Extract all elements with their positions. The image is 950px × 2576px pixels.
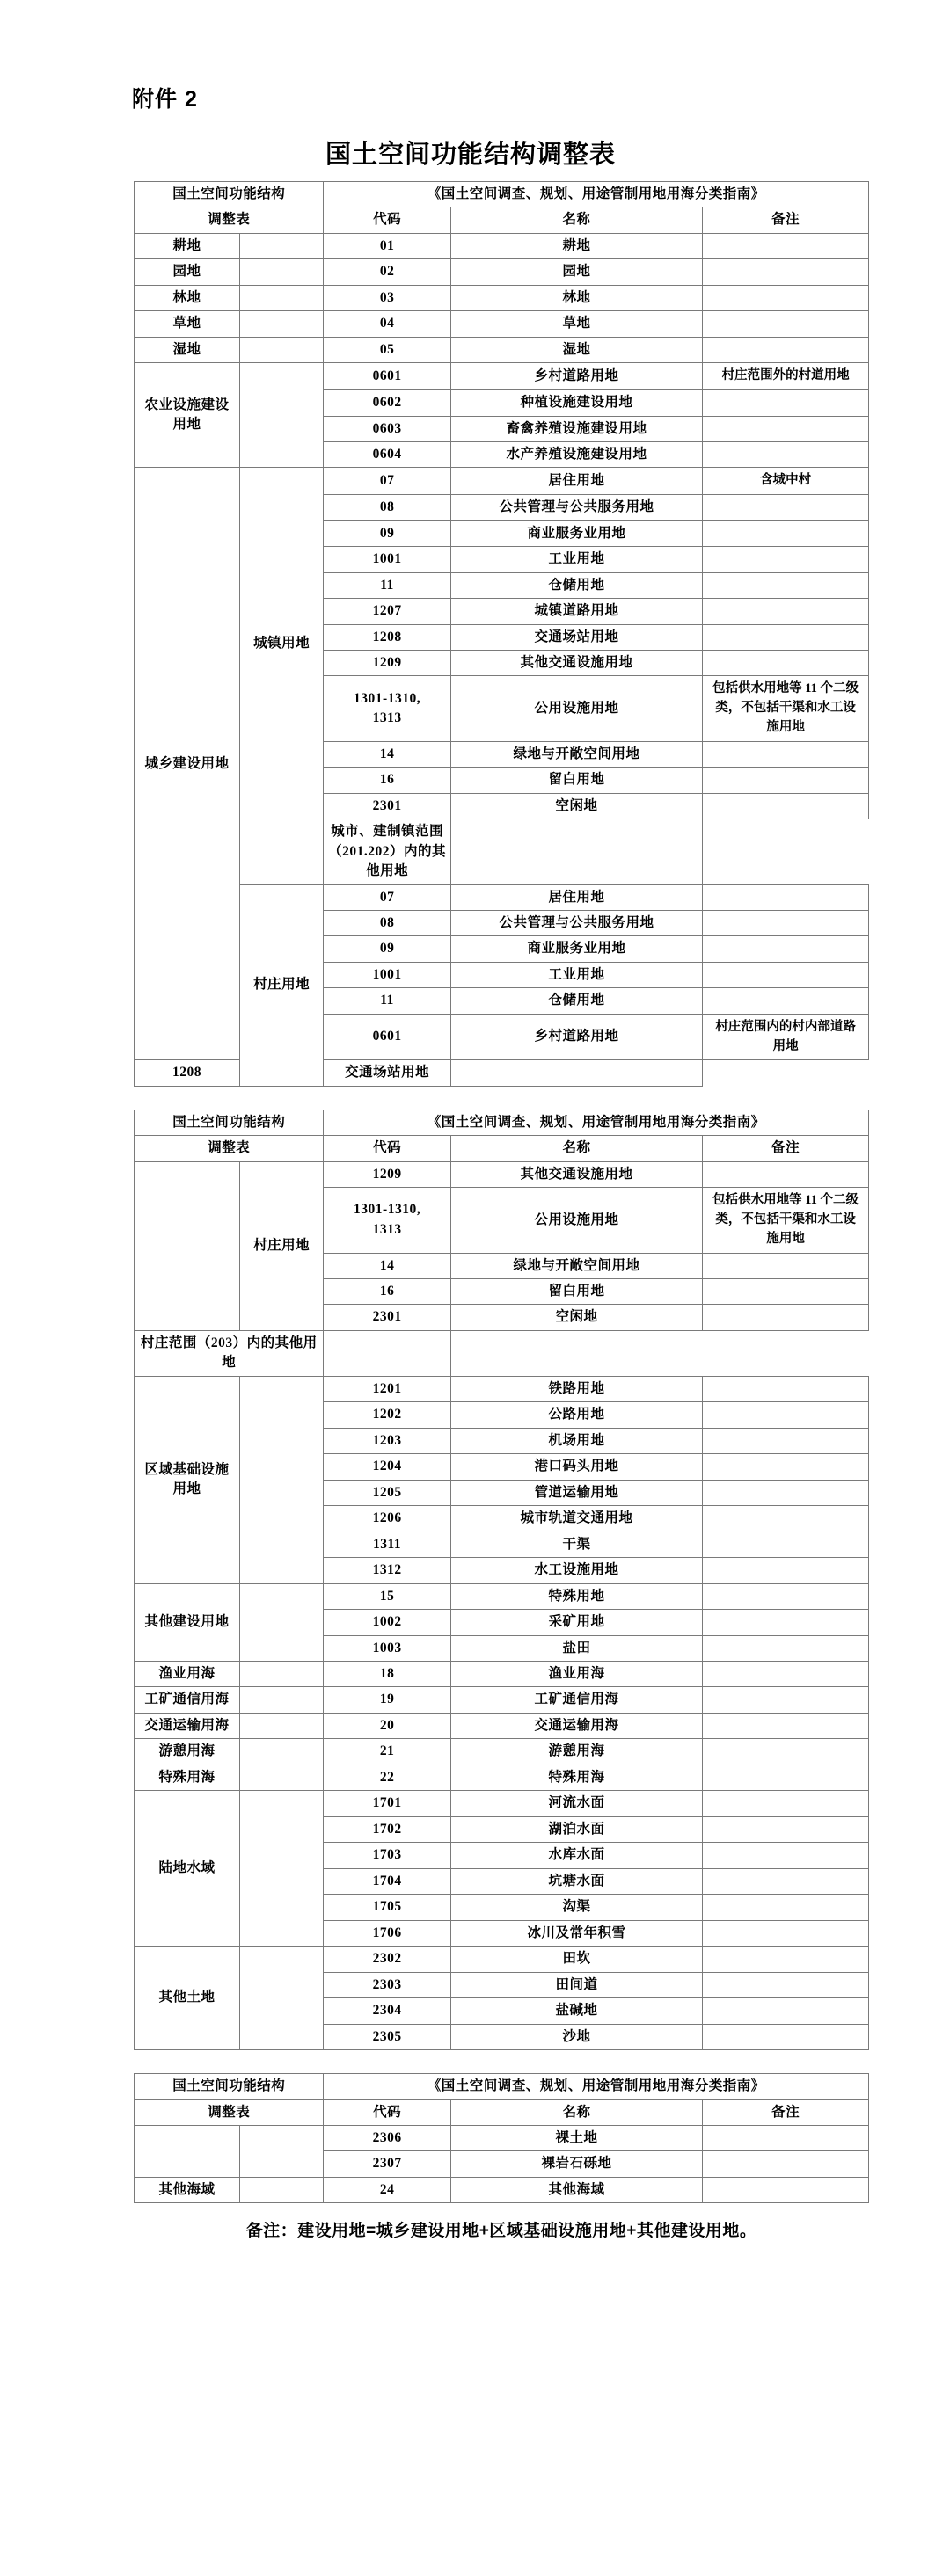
name-cell: 交通场站用地 [450, 624, 702, 650]
name-cell: 耕地 [450, 233, 702, 258]
category-cell: 陆地水域 [135, 1791, 240, 1947]
remark-cell [703, 1662, 869, 1687]
table-body-2 [135, 1110, 869, 2049]
category-cell: 园地 [135, 259, 240, 285]
subcategory-cell [239, 311, 324, 337]
table-row [135, 1947, 869, 1972]
code-cell: 1701 [324, 1791, 450, 1816]
name-cell: 居住用地 [450, 884, 702, 910]
code-cell: 05 [324, 337, 450, 362]
name-cell: 水库水面 [450, 1843, 702, 1868]
name-cell: 城市、建制镇范围（201.202）内的其他用地 [324, 819, 450, 884]
remark-cell [703, 1998, 869, 2024]
code-cell: 04 [324, 311, 450, 337]
name-cell: 盐碱地 [450, 1998, 702, 2024]
remark-cell [703, 2177, 869, 2202]
remark-cell [703, 1610, 869, 1635]
remark-cell [703, 1635, 869, 1661]
name-cell: 冰川及常年积雪 [450, 1920, 702, 1946]
remark-cell [703, 1454, 869, 1480]
code-cell: 1208 [135, 1060, 240, 1086]
header-guideline-title: 《国土空间调查、规划、用途管制用地用海分类指南》 [324, 2074, 869, 2099]
remark-cell [703, 1305, 869, 1330]
subcategory-cell [239, 1739, 324, 1765]
name-cell: 交通场站用地 [324, 1060, 450, 1086]
header-guideline-title: 《国土空间调查、规划、用途管制用地用海分类指南》 [324, 182, 869, 207]
table-row [135, 1376, 869, 1401]
category-cell: 特殊用海 [135, 1765, 240, 1790]
table-row [135, 1161, 869, 1187]
remark-cell [703, 1947, 869, 1972]
subcategory-cell [239, 259, 324, 285]
header-structure-title-line2: 调整表 [135, 1136, 324, 1161]
remark-cell [703, 741, 869, 767]
remark-cell [703, 390, 869, 416]
code-cell: 2307 [324, 2151, 450, 2177]
remark-cell [703, 259, 869, 285]
code-cell: 19 [324, 1687, 450, 1713]
remark-cell [703, 1713, 869, 1738]
category-cell: 其他海域 [135, 2177, 240, 2202]
table-row [135, 233, 869, 258]
table-row [135, 1791, 869, 1816]
remark-cell [703, 495, 869, 520]
remark-cell [703, 1253, 869, 1278]
remark-cell [703, 547, 869, 572]
code-cell: 18 [324, 1662, 450, 1687]
footer-note: 备注：建设用地=城乡建设用地+区域基础设施用地+其他建设用地。 [245, 2222, 757, 2241]
name-cell: 游憩用海 [450, 1739, 702, 1765]
name-cell: 管道运输用地 [450, 1480, 702, 1505]
functional-structure-table-part2 [134, 1110, 869, 2050]
name-cell: 村庄范围（203）内的其他用地 [135, 1330, 324, 1376]
code-cell: 02 [324, 259, 450, 285]
table-row [135, 1765, 869, 1790]
remark-cell: 包括供水用地等 11 个二级类，不包括干渠和水工设施用地 [703, 1188, 869, 1253]
code-cell: 16 [324, 768, 450, 793]
name-cell: 留白用地 [450, 1278, 702, 1304]
name-cell: 公共管理与公共服务用地 [450, 911, 702, 936]
subcategory-cell [239, 2177, 324, 2202]
subcategory-cell: 村庄用地 [239, 884, 324, 1086]
table-row [135, 2177, 869, 2202]
code-cell: 1202 [324, 1402, 450, 1428]
remark-cell [450, 819, 702, 884]
code-cell: 22 [324, 1765, 450, 1790]
subcategory-cell [239, 1687, 324, 1713]
header-col-remark: 备注 [703, 1136, 869, 1161]
code-cell: 01 [324, 233, 450, 258]
code-cell: 16 [324, 1278, 450, 1304]
remark-cell [703, 1402, 869, 1428]
code-cell: 2306 [324, 2125, 450, 2150]
subcategory-cell [239, 1765, 324, 1790]
remark-cell [703, 1920, 869, 1946]
table-block-1-wrap [0, 181, 950, 1087]
code-cell: 2304 [324, 1998, 450, 2024]
header-col-remark: 备注 [703, 2099, 869, 2125]
name-cell: 干渠 [450, 1532, 702, 1557]
table-row [135, 1687, 869, 1713]
table-row [135, 1583, 869, 1609]
subcategory-cell: 村庄用地 [239, 1161, 324, 1330]
name-cell: 商业服务业用地 [450, 520, 702, 546]
name-cell: 空闲地 [450, 793, 702, 819]
remark-cell [703, 988, 869, 1014]
category-cell: 草地 [135, 311, 240, 337]
code-cell: 1208 [324, 624, 450, 650]
code-cell: 1204 [324, 1454, 450, 1480]
code-cell: 1001 [324, 547, 450, 572]
remark-cell [703, 768, 869, 793]
header-structure-title-line1: 国土空间功能结构 [135, 2074, 324, 2099]
subcategory-cell [239, 285, 324, 310]
subcategory-cell [239, 2125, 324, 2177]
remark-cell [703, 962, 869, 987]
table-header-row-bottom [135, 1136, 869, 1161]
name-cell: 公共管理与公共服务用地 [450, 495, 702, 520]
header-structure-title-line1: 国土空间功能结构 [135, 182, 324, 207]
code-cell: 09 [324, 520, 450, 546]
category-cell: 林地 [135, 285, 240, 310]
code-cell: 2305 [324, 2024, 450, 2049]
name-cell: 铁路用地 [450, 1376, 702, 1401]
code-cell: 08 [324, 495, 450, 520]
category-cell [135, 1161, 240, 1330]
name-cell: 田间道 [450, 1972, 702, 1997]
name-cell: 河流水面 [450, 1791, 702, 1816]
name-cell: 园地 [450, 259, 702, 285]
header-structure-title-line1: 国土空间功能结构 [135, 1110, 324, 1135]
category-cell: 工矿通信用海 [135, 1687, 240, 1713]
name-cell: 畜禽养殖设施建设用地 [450, 416, 702, 441]
name-cell: 特殊用海 [450, 1765, 702, 1790]
name-cell: 水工设施用地 [450, 1558, 702, 1583]
name-cell: 留白用地 [450, 768, 702, 793]
header-col-name: 名称 [450, 207, 702, 233]
code-cell: 1209 [324, 1161, 450, 1187]
header-col-name: 名称 [450, 1136, 702, 1161]
header-col-remark: 备注 [703, 207, 869, 233]
subcategory-cell [239, 1376, 324, 1583]
remark-cell [703, 233, 869, 258]
page-title: 国土空间功能结构调整表 [325, 141, 616, 169]
remark-cell [703, 1480, 869, 1505]
table-body-3 [135, 2074, 869, 2203]
remark-cell [703, 572, 869, 598]
remark-cell [703, 1765, 869, 1790]
code-cell: 1002 [324, 1610, 450, 1635]
code-cell: 15 [324, 1583, 450, 1609]
code-cell: 0604 [324, 441, 450, 467]
name-cell: 其他海域 [450, 2177, 702, 2202]
subcategory-cell [239, 1947, 324, 2050]
code-cell: 14 [324, 1253, 450, 1278]
code-cell: 1003 [324, 1635, 450, 1661]
remark-cell [703, 1687, 869, 1713]
table-row [135, 1662, 869, 1687]
code-cell: 1206 [324, 1506, 450, 1532]
subcategory-cell [239, 233, 324, 258]
name-cell: 种植设施建设用地 [450, 390, 702, 416]
table-header-row-bottom [135, 207, 869, 233]
code-cell: 1703 [324, 1843, 450, 1868]
category-cell: 游憩用海 [135, 1739, 240, 1765]
code-cell: 1301-1310, 1313 [324, 676, 450, 741]
code-cell: 1001 [324, 962, 450, 987]
code-cell: 11 [324, 572, 450, 598]
name-cell: 公路用地 [450, 1402, 702, 1428]
remark-cell [703, 2125, 869, 2150]
name-cell: 林地 [450, 285, 702, 310]
category-cell: 渔业用海 [135, 1662, 240, 1687]
remark-cell [703, 1558, 869, 1583]
remark-cell [703, 1376, 869, 1401]
attachment-label: 附件 2 [132, 87, 198, 112]
table-row [135, 285, 869, 310]
name-cell: 城镇道路用地 [450, 599, 702, 624]
remark-cell: 村庄范围内的村内部道路用地 [703, 1014, 869, 1060]
table-row [135, 363, 869, 390]
name-cell: 湖泊水面 [450, 1816, 702, 1842]
table-row [135, 1739, 869, 1765]
remark-cell [703, 441, 869, 467]
table-row [135, 819, 869, 884]
remark-cell [703, 1816, 869, 1842]
remark-cell [703, 1583, 869, 1609]
header-guideline-title: 《国土空间调查、规划、用途管制用地用海分类指南》 [324, 1110, 869, 1135]
table-row [135, 259, 869, 285]
subcategory-cell [239, 1713, 324, 1738]
remark-cell [703, 2151, 869, 2177]
code-cell: 1209 [324, 651, 450, 676]
code-cell: 1702 [324, 1816, 450, 1842]
code-cell: 08 [324, 911, 450, 936]
code-cell: 1312 [324, 1558, 450, 1583]
name-cell: 城市轨道交通用地 [450, 1506, 702, 1532]
code-cell: 14 [324, 741, 450, 767]
remark-cell [703, 1278, 869, 1304]
name-cell: 商业服务业用地 [450, 936, 702, 962]
code-cell: 1201 [324, 1376, 450, 1401]
remark-cell [703, 1895, 869, 1920]
remark-cell [703, 651, 869, 676]
subcategory-cell [239, 337, 324, 362]
category-cell: 农业设施建设用地 [135, 363, 240, 468]
table-row [135, 1713, 869, 1738]
code-cell: 1207 [324, 599, 450, 624]
name-cell: 工业用地 [450, 962, 702, 987]
name-cell: 坑塘水面 [450, 1868, 702, 1894]
remark-cell [703, 285, 869, 310]
table-row [135, 1330, 869, 1376]
functional-structure-table-part1 [134, 181, 869, 1087]
name-cell: 盐田 [450, 1635, 702, 1661]
code-cell: 2301 [324, 1305, 450, 1330]
name-cell: 裸岩石砾地 [450, 2151, 702, 2177]
code-cell: 2301 [324, 793, 450, 819]
subcategory-cell [239, 1583, 324, 1661]
name-cell: 田坎 [450, 1947, 702, 1972]
name-cell: 港口码头用地 [450, 1454, 702, 1480]
code-cell: 1205 [324, 1480, 450, 1505]
remark-cell [450, 1060, 702, 1086]
header-col-name: 名称 [450, 2099, 702, 2125]
category-cell: 区域基础设施用地 [135, 1376, 240, 1583]
subcategory-cell [239, 1791, 324, 1947]
remark-cell [324, 1330, 450, 1376]
remark-cell [703, 1791, 869, 1816]
name-cell: 工业用地 [450, 547, 702, 572]
table-row [135, 468, 869, 495]
remark-cell [703, 520, 869, 546]
code-cell: 1301-1310, 1313 [324, 1188, 450, 1253]
name-cell: 仓储用地 [450, 572, 702, 598]
name-cell: 空闲地 [450, 1305, 702, 1330]
remark-cell [703, 1843, 869, 1868]
code-cell: 1311 [324, 1532, 450, 1557]
functional-structure-table-part3 [134, 2073, 869, 2203]
code-cell: 21 [324, 1739, 450, 1765]
remark-cell [703, 1428, 869, 1453]
code-cell: 0601 [324, 363, 450, 390]
remark-cell [703, 884, 869, 910]
name-cell: 乡村道路用地 [450, 363, 702, 390]
name-cell: 仓储用地 [450, 988, 702, 1014]
remark-cell [703, 311, 869, 337]
name-cell: 湿地 [450, 337, 702, 362]
remark-cell [703, 1161, 869, 1187]
remark-cell [703, 1506, 869, 1532]
remark-cell [703, 1972, 869, 1997]
remark-cell: 含城中村 [703, 468, 869, 495]
code-cell: 1706 [324, 1920, 450, 1946]
table-block-3-wrap [0, 2050, 950, 2203]
code-cell [239, 819, 324, 884]
table-body-1 [135, 182, 869, 1087]
name-cell: 交通运输用海 [450, 1713, 702, 1738]
table-block-2-wrap [0, 1087, 950, 2050]
table-header-row-top [135, 1110, 869, 1135]
code-cell: 24 [324, 2177, 450, 2202]
code-cell: 2302 [324, 1947, 450, 1972]
remark-cell [703, 599, 869, 624]
name-cell: 绿地与开敞空间用地 [450, 1253, 702, 1278]
code-cell: 0602 [324, 390, 450, 416]
name-cell: 特殊用地 [450, 1583, 702, 1609]
table-row [135, 884, 869, 910]
name-cell: 采矿用地 [450, 1610, 702, 1635]
header-col-code: 代码 [324, 2099, 450, 2125]
category-cell: 其他土地 [135, 1947, 240, 2050]
remark-cell [703, 1868, 869, 1894]
name-cell: 裸土地 [450, 2125, 702, 2150]
remark-cell [703, 1739, 869, 1765]
code-cell: 2303 [324, 1972, 450, 1997]
table-row [135, 311, 869, 337]
remark-cell: 包括供水用地等 11 个二级类，不包括干渠和水工设施用地 [703, 676, 869, 741]
name-cell: 公用设施用地 [450, 1188, 702, 1253]
table-row [135, 337, 869, 362]
name-cell: 渔业用海 [450, 1662, 702, 1687]
table-header-row-top [135, 2074, 869, 2099]
name-cell: 沙地 [450, 2024, 702, 2049]
remark-cell [703, 936, 869, 962]
name-cell: 公用设施用地 [450, 676, 702, 741]
name-cell: 乡村道路用地 [450, 1014, 702, 1060]
subcategory-cell: 城镇用地 [239, 468, 324, 819]
category-cell: 城乡建设用地 [135, 468, 240, 1060]
code-cell: 09 [324, 936, 450, 962]
code-cell: 11 [324, 988, 450, 1014]
category-cell: 耕地 [135, 233, 240, 258]
header-col-code: 代码 [324, 207, 450, 233]
header-col-code: 代码 [324, 1136, 450, 1161]
remark-cell [703, 624, 869, 650]
remark-cell: 村庄范围外的村道用地 [703, 363, 869, 390]
remark-cell [703, 911, 869, 936]
name-cell: 其他交通设施用地 [450, 1161, 702, 1187]
name-cell: 沟渠 [450, 1895, 702, 1920]
table-header-row-bottom [135, 2099, 869, 2125]
remark-cell [703, 1532, 869, 1557]
remark-cell [703, 337, 869, 362]
name-cell: 水产养殖设施建设用地 [450, 441, 702, 467]
table-row [135, 2125, 869, 2150]
code-cell: 07 [324, 884, 450, 910]
name-cell: 机场用地 [450, 1428, 702, 1453]
category-cell: 交通运输用海 [135, 1713, 240, 1738]
category-cell: 湿地 [135, 337, 240, 362]
category-cell: 其他建设用地 [135, 1583, 240, 1661]
header-structure-title-line2: 调整表 [135, 207, 324, 233]
remark-cell [703, 793, 869, 819]
name-cell: 居住用地 [450, 468, 702, 495]
code-cell: 20 [324, 1713, 450, 1738]
code-cell: 0603 [324, 416, 450, 441]
category-cell [135, 2125, 240, 2177]
code-cell: 0601 [324, 1014, 450, 1060]
remark-cell [703, 416, 869, 441]
subcategory-cell [239, 363, 324, 468]
code-cell: 1203 [324, 1428, 450, 1453]
name-cell: 其他交通设施用地 [450, 651, 702, 676]
remark-cell [703, 2024, 869, 2049]
table-header-row-top [135, 182, 869, 207]
code-cell: 1704 [324, 1868, 450, 1894]
code-cell: 07 [324, 468, 450, 495]
code-cell: 03 [324, 285, 450, 310]
name-cell: 绿地与开敞空间用地 [450, 741, 702, 767]
subcategory-cell [239, 1662, 324, 1687]
header-structure-title-line2: 调整表 [135, 2099, 324, 2125]
name-cell: 工矿通信用海 [450, 1687, 702, 1713]
name-cell: 草地 [450, 311, 702, 337]
code-cell: 1705 [324, 1895, 450, 1920]
